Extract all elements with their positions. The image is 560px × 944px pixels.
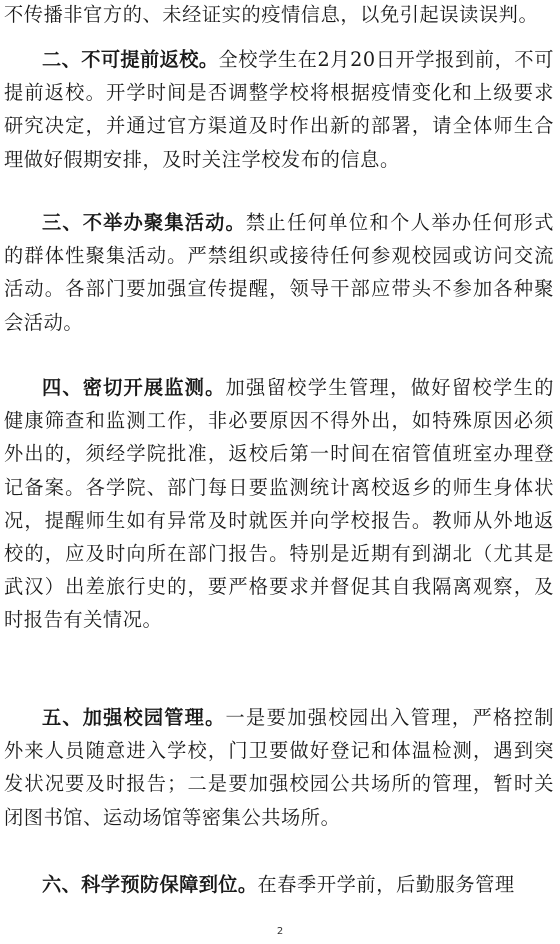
section-heading: 六、科学预防保障到位。	[42, 873, 258, 896]
section-body: 在春季开学前，后勤服务管理	[257, 873, 515, 896]
paragraph-continuation	[4, 0, 554, 31]
section-body: 一是要加强校园出入管理，严格控制外来人员随意进入学校，门卫要做好登记和体温检测，遇到突发状况要及时报告；二是要加强校园公共场所的管理，暂时关闭图书馆、运动场馆等密集公共场所。	[4, 706, 554, 829]
section-campus-management	[4, 701, 554, 834]
section-body: 加强留校学生管理，做好留校学生的健康筛查和监测工作，非必要原因不得外出，如特殊原因必须外出的，须经学院批准，返校后第一时间在宿管值班室办理登记备案。各学院、部门每日要监测统计离校返乡的师生身体状况，提醒师生如有异常及时就医并向学校报告。教师从外地返校的，应及时向所在部门报告。特别是近期有到湖北（尤其是武汉）出差旅行史的，要严格要求并督促其自我隔离观察，及时报告有关情况。	[4, 376, 554, 632]
section-heading: 四、密切开展监测。	[42, 376, 226, 399]
section-no-early-return	[4, 43, 554, 176]
section-heading: 三、不举办聚集活动。	[42, 211, 246, 234]
paragraph-text: 不传播非官方的、未经证实的疫情信息，以免引起误读误判。	[4, 3, 539, 26]
section-no-gatherings	[4, 206, 554, 339]
section-monitoring	[4, 371, 554, 637]
section-prevention	[4, 868, 554, 901]
section-heading: 五、加强校园管理。	[42, 706, 226, 729]
section-body: 全校学生在2月20日开学报到前，不可提前返校。开学时间是否调整学校将根据疫情变化和上级要求研究决定，并通过官方渠道及时作出新的部署，请全体师生合理做好假期安排，及时关注学校发布的信息。	[4, 48, 554, 171]
page-number: 2	[276, 926, 284, 937]
section-heading: 二、不可提前返校。	[42, 48, 219, 71]
section-body: 禁止任何单位和个人举办任何形式的群体性聚集活动。严禁组织或接待任何参观校园或访问交流活动。各部门要加强宣传提醒，领导干部应带头不参加各种聚会活动。	[4, 211, 554, 334]
